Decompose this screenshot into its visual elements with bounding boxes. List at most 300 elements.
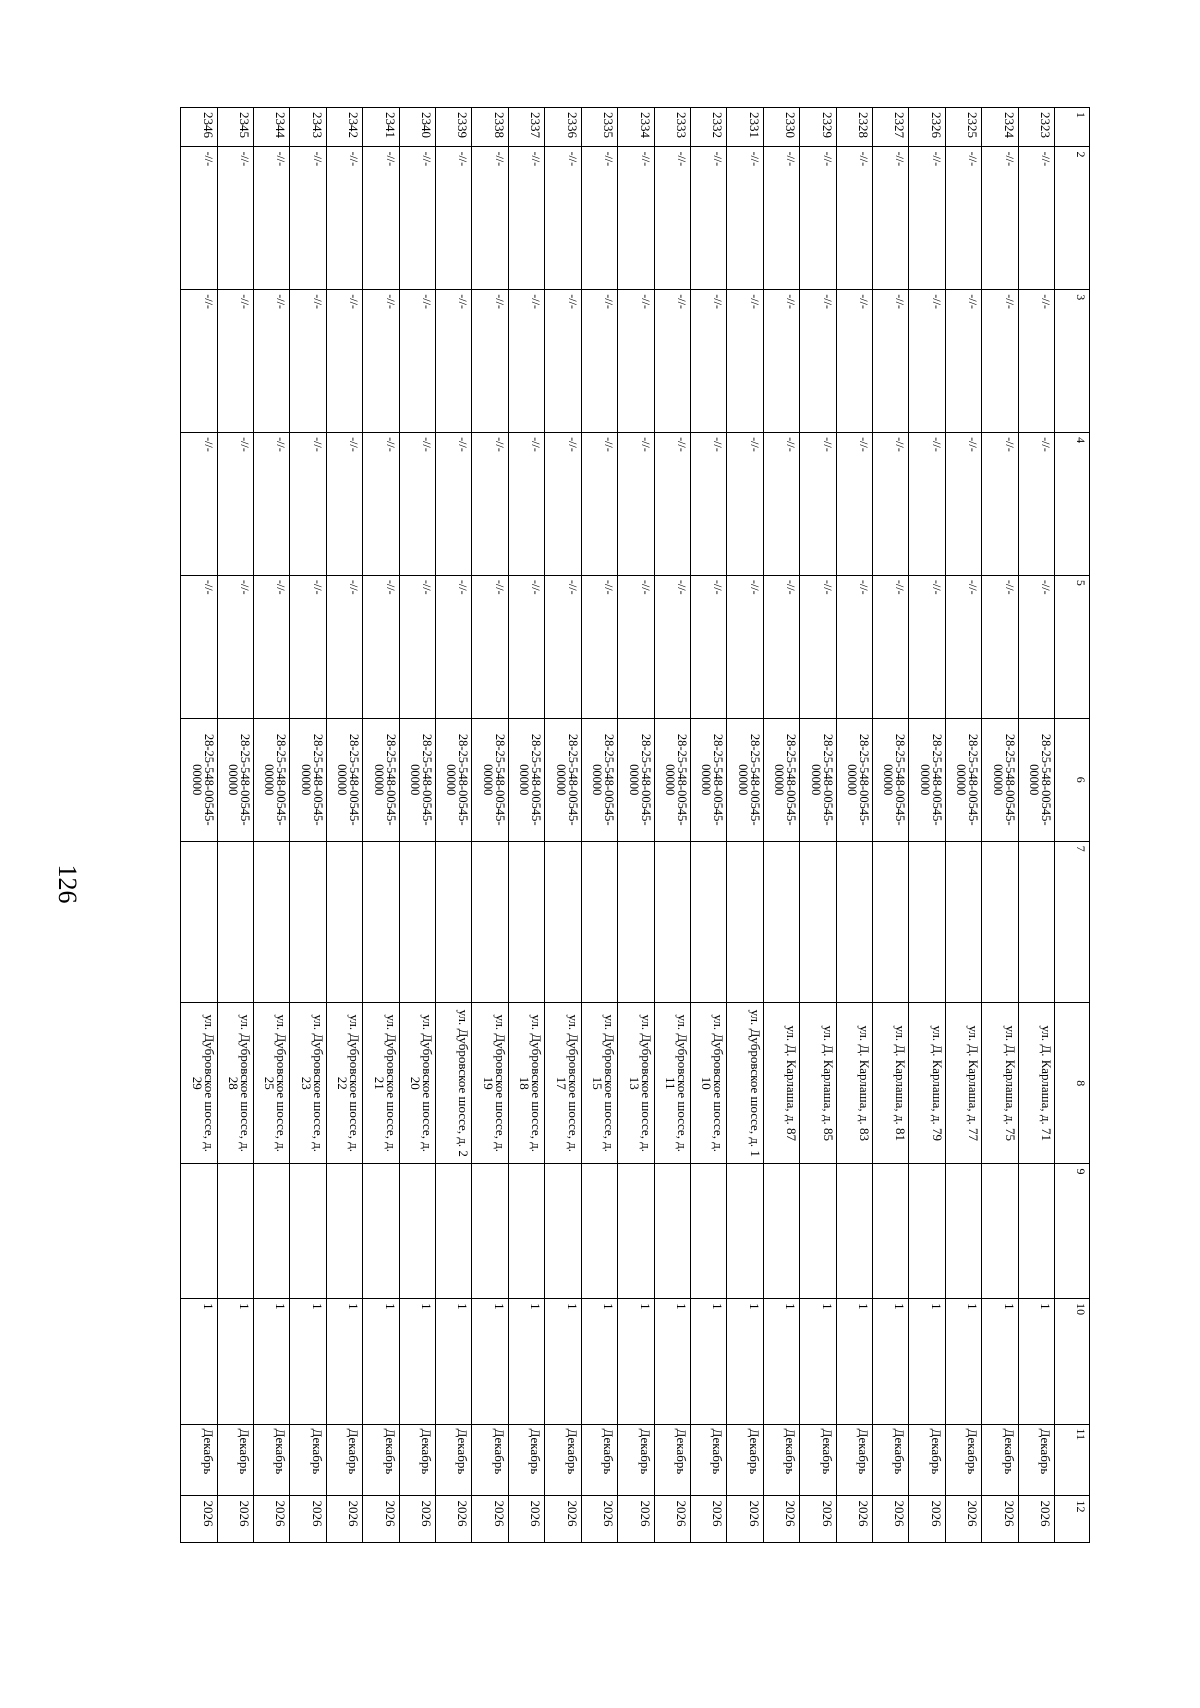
- row-number: 2343: [290, 108, 326, 147]
- col7-cell: [982, 841, 1018, 1002]
- month: Декабрь: [690, 1424, 726, 1496]
- col9-cell: [436, 1164, 472, 1299]
- month: Декабрь: [836, 1424, 872, 1496]
- col5-cell: -//-: [727, 575, 763, 718]
- row-number: 2330: [763, 108, 799, 147]
- col3-cell: -//-: [727, 290, 763, 433]
- quantity: 1: [727, 1299, 763, 1424]
- col9-cell: [581, 1164, 617, 1299]
- address: ул. Дубровское шоссе, д. 28: [217, 1003, 253, 1164]
- address: ул. Д. Карлаша, д. 79: [909, 1003, 945, 1164]
- col7-cell: [763, 841, 799, 1002]
- col4-cell: -//-: [545, 433, 581, 576]
- address: ул. Дубровское шоссе, д. 19: [472, 1003, 508, 1164]
- col9-cell: [982, 1164, 1018, 1299]
- row-number: 2339: [436, 108, 472, 147]
- col2-cell: -//-: [436, 147, 472, 290]
- address: ул. Д. Карлаша, д. 77: [945, 1003, 981, 1164]
- col3-cell: -//-: [836, 290, 872, 433]
- cadastral-number: 28-25-548-00545-00000: [800, 718, 836, 841]
- column-number-8: 8: [1055, 1003, 1090, 1164]
- cadastral-number: 28-25-548-00545-00000: [690, 718, 726, 841]
- year: 2026: [982, 1496, 1018, 1543]
- quantity: 1: [800, 1299, 836, 1424]
- col3-cell: -//-: [690, 290, 726, 433]
- quantity: 1: [654, 1299, 690, 1424]
- col5-cell: -//-: [982, 575, 1018, 718]
- col5-cell: -//-: [545, 575, 581, 718]
- month: Декабрь: [436, 1424, 472, 1496]
- table-row: [217, 108, 253, 1543]
- col7-cell: [326, 841, 362, 1002]
- table-row: [399, 108, 435, 1543]
- row-number: 2340: [399, 108, 435, 147]
- col5-cell: -//-: [181, 575, 218, 718]
- col2-cell: -//-: [618, 147, 654, 290]
- cadastral-number: 28-25-548-00545-00000: [472, 718, 508, 841]
- quantity: 1: [399, 1299, 435, 1424]
- month: Декабрь: [909, 1424, 945, 1496]
- col7-cell: [909, 841, 945, 1002]
- quantity: 1: [982, 1299, 1018, 1424]
- col2-cell: -//-: [508, 147, 544, 290]
- cadastral-number: 28-25-548-00545-00000: [727, 718, 763, 841]
- col5-cell: -//-: [399, 575, 435, 718]
- col2-cell: -//-: [254, 147, 290, 290]
- col7-cell: [545, 841, 581, 1002]
- quantity: 1: [472, 1299, 508, 1424]
- col3-cell: -//-: [326, 290, 362, 433]
- row-number: 2346: [181, 108, 218, 147]
- col2-cell: -//-: [763, 147, 799, 290]
- table-row: [727, 108, 763, 1543]
- col3-cell: -//-: [290, 290, 326, 433]
- col7-cell: [508, 841, 544, 1002]
- month: Декабрь: [254, 1424, 290, 1496]
- month: Декабрь: [363, 1424, 399, 1496]
- col4-cell: -//-: [581, 433, 617, 576]
- col7-cell: [254, 841, 290, 1002]
- col4-cell: -//-: [363, 433, 399, 576]
- address: ул. Дубровское шоссе, д. 11: [654, 1003, 690, 1164]
- col3-cell: -//-: [436, 290, 472, 433]
- column-number-5: 5: [1055, 575, 1090, 718]
- col7-cell: [217, 841, 253, 1002]
- address: ул. Дубровское шоссе, д. 29: [181, 1003, 218, 1164]
- col7-cell: [727, 841, 763, 1002]
- column-number-7: 7: [1055, 841, 1090, 1002]
- col5-cell: -//-: [472, 575, 508, 718]
- table-row: [982, 108, 1018, 1543]
- col9-cell: [1018, 1164, 1054, 1299]
- col4-cell: -//-: [763, 433, 799, 576]
- col9-cell: [654, 1164, 690, 1299]
- col5-cell: -//-: [581, 575, 617, 718]
- col2-cell: -//-: [181, 147, 218, 290]
- quantity: 1: [363, 1299, 399, 1424]
- cadastral-number: 28-25-548-00545-00000: [909, 718, 945, 841]
- column-number-6: 6: [1055, 718, 1090, 841]
- col2-cell: -//-: [363, 147, 399, 290]
- col4-cell: -//-: [836, 433, 872, 576]
- col2-cell: -//-: [654, 147, 690, 290]
- col4-cell: -//-: [181, 433, 218, 576]
- table-row: [326, 108, 362, 1543]
- row-number: 2345: [217, 108, 253, 147]
- address: ул. Дубровское шоссе, д. 25: [254, 1003, 290, 1164]
- page-number: 126: [53, 864, 82, 904]
- col9-cell: [800, 1164, 836, 1299]
- address: ул. Д. Карлаша, д. 87: [763, 1003, 799, 1164]
- col3-cell: -//-: [872, 290, 908, 433]
- row-number: 2328: [836, 108, 872, 147]
- col9-cell: [217, 1164, 253, 1299]
- address: ул. Дубровское шоссе, д. 13: [618, 1003, 654, 1164]
- address: ул. Д. Карлаша, д. 81: [872, 1003, 908, 1164]
- col3-cell: -//-: [618, 290, 654, 433]
- month: Декабрь: [508, 1424, 544, 1496]
- month: Декабрь: [872, 1424, 908, 1496]
- col4-cell: -//-: [254, 433, 290, 576]
- col9-cell: [618, 1164, 654, 1299]
- col4-cell: -//-: [1018, 433, 1054, 576]
- address: ул. Дубровское шоссе, д. 10: [690, 1003, 726, 1164]
- col3-cell: -//-: [508, 290, 544, 433]
- table-container: [180, 107, 1090, 1543]
- cadastral-number: 28-25-548-00545-00000: [945, 718, 981, 841]
- table-row: [545, 108, 581, 1543]
- table-row: [290, 108, 326, 1543]
- quantity: 1: [945, 1299, 981, 1424]
- year: 2026: [618, 1496, 654, 1543]
- col2-cell: -//-: [909, 147, 945, 290]
- month: Декабрь: [727, 1424, 763, 1496]
- col9-cell: [872, 1164, 908, 1299]
- col7-cell: [836, 841, 872, 1002]
- col9-cell: [290, 1164, 326, 1299]
- row-number: 2335: [581, 108, 617, 147]
- col3-cell: -//-: [545, 290, 581, 433]
- col2-cell: -//-: [1018, 147, 1054, 290]
- year: 2026: [690, 1496, 726, 1543]
- month: Декабрь: [472, 1424, 508, 1496]
- quantity: 1: [290, 1299, 326, 1424]
- row-number: 2327: [872, 108, 908, 147]
- col4-cell: -//-: [690, 433, 726, 576]
- quantity: 1: [254, 1299, 290, 1424]
- year: 2026: [836, 1496, 872, 1543]
- col2-cell: -//-: [472, 147, 508, 290]
- col7-cell: [654, 841, 690, 1002]
- col2-cell: -//-: [872, 147, 908, 290]
- col9-cell: [727, 1164, 763, 1299]
- table-row: [1018, 108, 1054, 1543]
- col5-cell: -//-: [800, 575, 836, 718]
- col2-cell: -//-: [217, 147, 253, 290]
- col7-cell: [1018, 841, 1054, 1002]
- col5-cell: -//-: [436, 575, 472, 718]
- quantity: 1: [545, 1299, 581, 1424]
- year: 2026: [654, 1496, 690, 1543]
- col5-cell: -//-: [872, 575, 908, 718]
- col9-cell: [363, 1164, 399, 1299]
- cadastral-number: 28-25-548-00545-00000: [581, 718, 617, 841]
- month: Декабрь: [181, 1424, 218, 1496]
- col5-cell: -//-: [217, 575, 253, 718]
- address: ул. Дубровское шоссе, д. 21: [363, 1003, 399, 1164]
- row-number: 2325: [945, 108, 981, 147]
- table-body: [181, 108, 1090, 1543]
- col5-cell: -//-: [763, 575, 799, 718]
- col3-cell: -//-: [945, 290, 981, 433]
- col3-cell: -//-: [654, 290, 690, 433]
- table-row: [181, 108, 218, 1543]
- cadastral-number: 28-25-548-00545-00000: [618, 718, 654, 841]
- month: Декабрь: [982, 1424, 1018, 1496]
- address: ул. Дубровское шоссе, д. 23: [290, 1003, 326, 1164]
- year: 2026: [290, 1496, 326, 1543]
- col9-cell: [909, 1164, 945, 1299]
- col7-cell: [872, 841, 908, 1002]
- col7-cell: [581, 841, 617, 1002]
- year: 2026: [1018, 1496, 1054, 1543]
- year: 2026: [727, 1496, 763, 1543]
- col7-cell: [181, 841, 218, 1002]
- month: Декабрь: [618, 1424, 654, 1496]
- col4-cell: -//-: [945, 433, 981, 576]
- cadastral-number: 28-25-548-00545-00000: [363, 718, 399, 841]
- cadastral-number: 28-25-548-00545-00000: [181, 718, 218, 841]
- col2-cell: -//-: [545, 147, 581, 290]
- table-row: [763, 108, 799, 1543]
- cadastral-number: 28-25-548-00545-00000: [254, 718, 290, 841]
- quantity: 1: [909, 1299, 945, 1424]
- table-row: [872, 108, 908, 1543]
- col7-cell: [290, 841, 326, 1002]
- column-number-3: 3: [1055, 290, 1090, 433]
- row-number: 2338: [472, 108, 508, 147]
- table-row: [618, 108, 654, 1543]
- col2-cell: -//-: [326, 147, 362, 290]
- column-number-2: 2: [1055, 147, 1090, 290]
- col7-cell: [690, 841, 726, 1002]
- year: 2026: [363, 1496, 399, 1543]
- row-number: 2332: [690, 108, 726, 147]
- table-row: [909, 108, 945, 1543]
- quantity: 1: [581, 1299, 617, 1424]
- col5-cell: -//-: [618, 575, 654, 718]
- col9-cell: [399, 1164, 435, 1299]
- row-number: 2341: [363, 108, 399, 147]
- month: Декабрь: [581, 1424, 617, 1496]
- cadastral-number: 28-25-548-00545-00000: [1018, 718, 1054, 841]
- col9-cell: [181, 1164, 218, 1299]
- cadastral-number: 28-25-548-00545-00000: [290, 718, 326, 841]
- year: 2026: [181, 1496, 218, 1543]
- year: 2026: [909, 1496, 945, 1543]
- col5-cell: -//-: [326, 575, 362, 718]
- col3-cell: -//-: [399, 290, 435, 433]
- column-number-11: 11: [1055, 1424, 1090, 1496]
- col9-cell: [836, 1164, 872, 1299]
- quantity: 1: [508, 1299, 544, 1424]
- col4-cell: -//-: [399, 433, 435, 576]
- cadastral-number: 28-25-548-00545-00000: [836, 718, 872, 841]
- col7-cell: [436, 841, 472, 1002]
- col4-cell: -//-: [727, 433, 763, 576]
- col3-cell: -//-: [763, 290, 799, 433]
- header-row: [1055, 108, 1090, 1543]
- year: 2026: [326, 1496, 362, 1543]
- col5-cell: -//-: [909, 575, 945, 718]
- col3-cell: -//-: [181, 290, 218, 433]
- row-number: 2336: [545, 108, 581, 147]
- col2-cell: -//-: [581, 147, 617, 290]
- address: ул. Д. Карлаша, д. 75: [982, 1003, 1018, 1164]
- cadastral-number: 28-25-548-00545-00000: [763, 718, 799, 841]
- col4-cell: -//-: [654, 433, 690, 576]
- cadastral-number: 28-25-548-00545-00000: [508, 718, 544, 841]
- year: 2026: [436, 1496, 472, 1543]
- column-number-12: 12: [1055, 1496, 1090, 1543]
- col4-cell: -//-: [436, 433, 472, 576]
- row-number: 2329: [800, 108, 836, 147]
- year: 2026: [945, 1496, 981, 1543]
- address: ул. Д. Карлаша, д. 83: [836, 1003, 872, 1164]
- col5-cell: -//-: [254, 575, 290, 718]
- table-row: [836, 108, 872, 1543]
- quantity: 1: [181, 1299, 218, 1424]
- col2-cell: -//-: [945, 147, 981, 290]
- cadastral-number: 28-25-548-00545-00000: [982, 718, 1018, 841]
- col3-cell: -//-: [800, 290, 836, 433]
- col2-cell: -//-: [800, 147, 836, 290]
- year: 2026: [217, 1496, 253, 1543]
- table-row: [436, 108, 472, 1543]
- address: ул. Д. Карлаша, д. 85: [800, 1003, 836, 1164]
- col7-cell: [472, 841, 508, 1002]
- column-number-10: 10: [1055, 1299, 1090, 1424]
- row-number: 2323: [1018, 108, 1054, 147]
- month: Декабрь: [326, 1424, 362, 1496]
- col4-cell: -//-: [982, 433, 1018, 576]
- col9-cell: [508, 1164, 544, 1299]
- col9-cell: [254, 1164, 290, 1299]
- cadastral-number: 28-25-548-00545-00000: [399, 718, 435, 841]
- col5-cell: -//-: [1018, 575, 1054, 718]
- col7-cell: [363, 841, 399, 1002]
- col4-cell: -//-: [508, 433, 544, 576]
- month: Декабрь: [217, 1424, 253, 1496]
- table-row: [363, 108, 399, 1543]
- cadastral-number: 28-25-548-00545-00000: [436, 718, 472, 841]
- col5-cell: -//-: [690, 575, 726, 718]
- quantity: 1: [1018, 1299, 1054, 1424]
- address: ул. Дубровское шоссе, д. 22: [326, 1003, 362, 1164]
- col9-cell: [690, 1164, 726, 1299]
- row-number: 2333: [654, 108, 690, 147]
- month: Декабрь: [654, 1424, 690, 1496]
- col2-cell: -//-: [982, 147, 1018, 290]
- table-row: [690, 108, 726, 1543]
- col3-cell: -//-: [472, 290, 508, 433]
- column-number-9: 9: [1055, 1164, 1090, 1299]
- month: Декабрь: [399, 1424, 435, 1496]
- col2-cell: -//-: [836, 147, 872, 290]
- table-row: [800, 108, 836, 1543]
- col9-cell: [763, 1164, 799, 1299]
- month: Декабрь: [1018, 1424, 1054, 1496]
- month: Декабрь: [763, 1424, 799, 1496]
- address: ул. Д. Карлаша, д. 71: [1018, 1003, 1054, 1164]
- col7-cell: [618, 841, 654, 1002]
- col7-cell: [800, 841, 836, 1002]
- col3-cell: -//-: [363, 290, 399, 433]
- column-number-4: 4: [1055, 433, 1090, 576]
- col2-cell: -//-: [727, 147, 763, 290]
- cadastral-number: 28-25-548-00545-00000: [217, 718, 253, 841]
- quantity: 1: [763, 1299, 799, 1424]
- col3-cell: -//-: [217, 290, 253, 433]
- col2-cell: -//-: [690, 147, 726, 290]
- col3-cell: -//-: [982, 290, 1018, 433]
- row-number: 2331: [727, 108, 763, 147]
- month: Декабрь: [800, 1424, 836, 1496]
- col5-cell: -//-: [836, 575, 872, 718]
- quantity: 1: [836, 1299, 872, 1424]
- col4-cell: -//-: [326, 433, 362, 576]
- month: Декабрь: [290, 1424, 326, 1496]
- quantity: 1: [326, 1299, 362, 1424]
- col4-cell: -//-: [618, 433, 654, 576]
- year: 2026: [763, 1496, 799, 1543]
- address: ул. Дубровское шоссе, д. 15: [581, 1003, 617, 1164]
- year: 2026: [545, 1496, 581, 1543]
- year: 2026: [254, 1496, 290, 1543]
- year: 2026: [472, 1496, 508, 1543]
- col9-cell: [945, 1164, 981, 1299]
- year: 2026: [508, 1496, 544, 1543]
- quantity: 1: [618, 1299, 654, 1424]
- row-number: 2342: [326, 108, 362, 147]
- col7-cell: [399, 841, 435, 1002]
- address: ул. Дубровское шоссе, д. 1: [727, 1003, 763, 1164]
- col3-cell: -//-: [581, 290, 617, 433]
- cadastral-number: 28-25-548-00545-00000: [872, 718, 908, 841]
- col9-cell: [472, 1164, 508, 1299]
- row-number: 2337: [508, 108, 544, 147]
- cadastral-number: 28-25-548-00545-00000: [326, 718, 362, 841]
- col3-cell: -//-: [909, 290, 945, 433]
- column-number-1: 1: [1055, 108, 1090, 147]
- quantity: 1: [436, 1299, 472, 1424]
- quantity: 1: [690, 1299, 726, 1424]
- year: 2026: [872, 1496, 908, 1543]
- col4-cell: -//-: [217, 433, 253, 576]
- month: Декабрь: [945, 1424, 981, 1496]
- row-number: 2344: [254, 108, 290, 147]
- row-number: 2326: [909, 108, 945, 147]
- address: ул. Дубровское шоссе, д. 20: [399, 1003, 435, 1164]
- year: 2026: [581, 1496, 617, 1543]
- quantity: 1: [217, 1299, 253, 1424]
- table-row: [254, 108, 290, 1543]
- col2-cell: -//-: [290, 147, 326, 290]
- table-row: [654, 108, 690, 1543]
- table-row: [508, 108, 544, 1543]
- col4-cell: -//-: [909, 433, 945, 576]
- col3-cell: -//-: [254, 290, 290, 433]
